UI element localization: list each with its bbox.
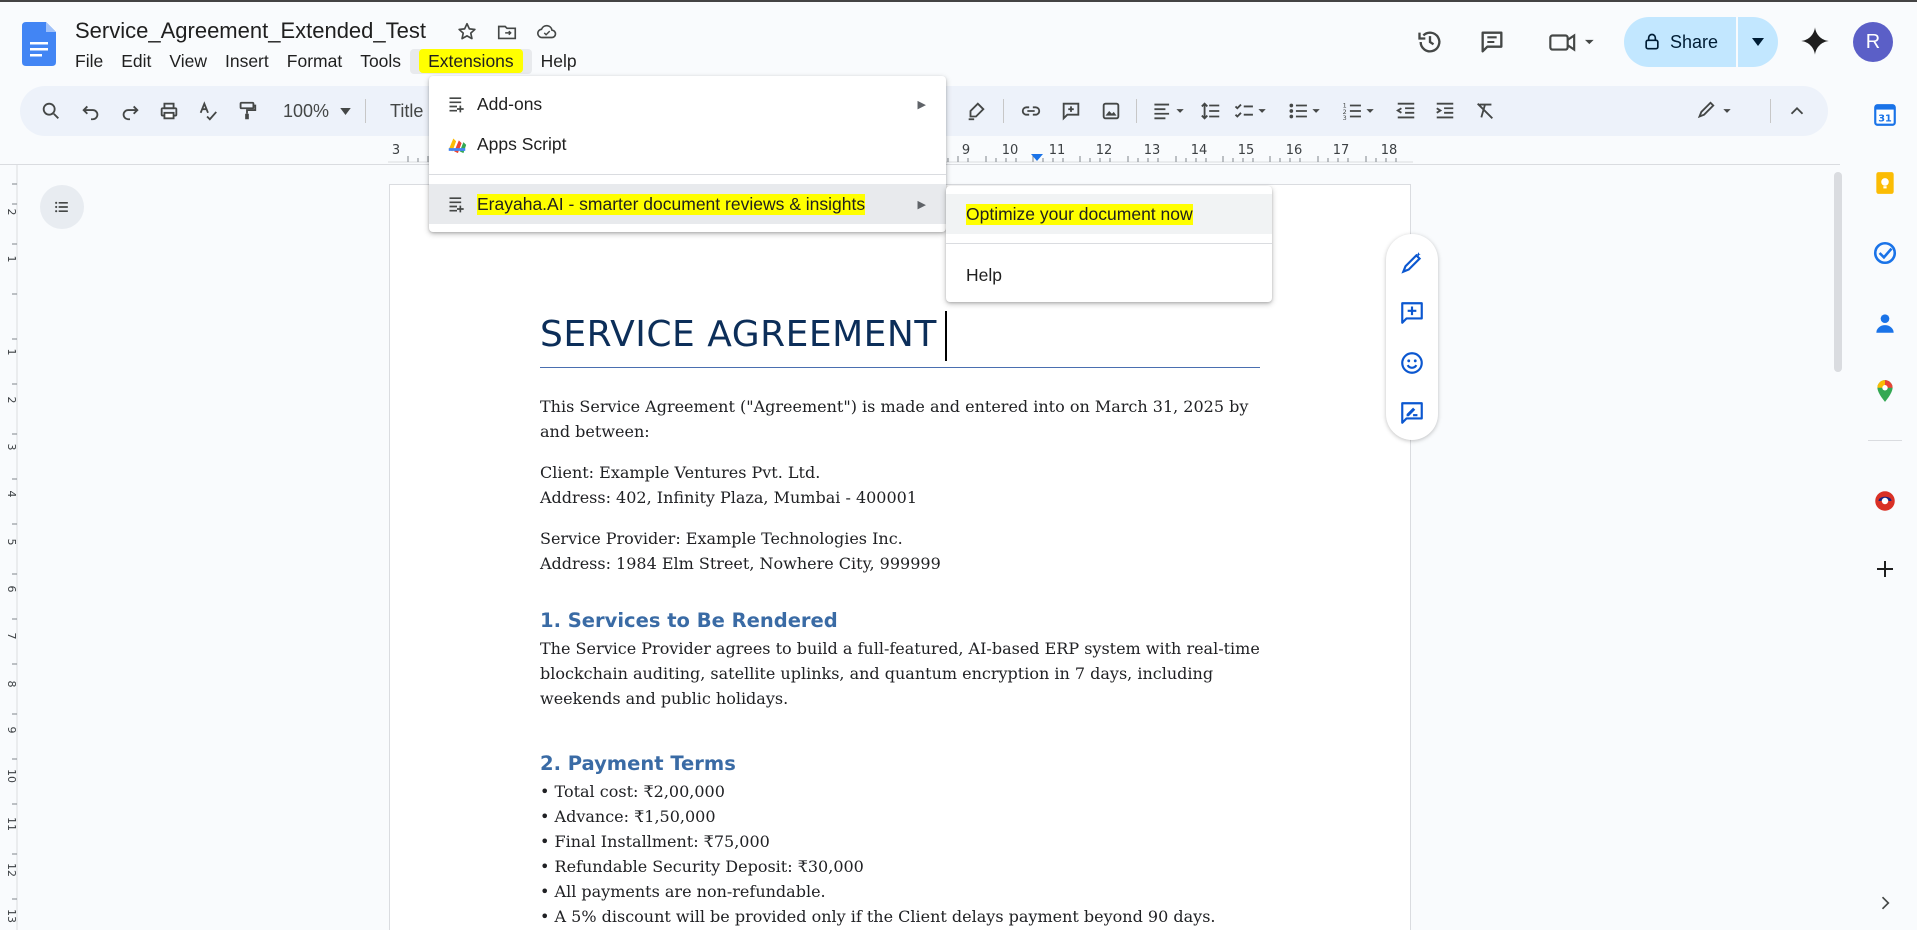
search-menus-icon[interactable]: [40, 99, 62, 123]
ruler-number: 15: [1237, 143, 1255, 158]
menu-item-add-ons[interactable]: [429, 84, 946, 124]
menu-item-label: Apps Script: [477, 133, 567, 154]
title-actions: [455, 20, 559, 44]
toolbar-divider: [1003, 99, 1004, 123]
menu-view[interactable]: View: [169, 51, 207, 71]
vruler-number: 2: [5, 208, 18, 216]
apps-script-icon: [446, 133, 468, 155]
share-label: Share: [1669, 31, 1719, 52]
submenu-arrow-icon: ▶: [917, 98, 926, 111]
vruler-number: 12: [5, 863, 18, 877]
contacts-icon[interactable]: [1870, 308, 1900, 338]
menu-format[interactable]: Format: [286, 51, 343, 71]
vruler-number: 7: [5, 632, 18, 640]
document-outline-button[interactable]: [40, 185, 84, 229]
menu-insert[interactable]: Insert: [224, 51, 269, 71]
vruler-number: 10: [5, 769, 18, 783]
avatar[interactable]: R: [1853, 22, 1893, 62]
section-body: The Service Provider agrees to build a full-featured, AI-based ERP system with real-time blockchain auditing, satellite uplinks, and quantum encryption in 7 days, including weekends and public holidays.: [540, 639, 1260, 708]
section-heading: 2. Payment Terms: [540, 752, 736, 775]
cloud-saved-icon[interactable]: [535, 20, 559, 44]
vruler-number: 4: [5, 490, 18, 498]
svg-text:1: 1: [1342, 101, 1347, 110]
vruler-number: 13: [5, 909, 18, 923]
client-line: Client: Example Ventures Pvt. Ltd.: [540, 463, 821, 482]
decrease-indent-icon[interactable]: [1395, 99, 1417, 123]
ruler-number: 10: [1001, 143, 1019, 158]
menu-edit[interactable]: Edit: [121, 51, 152, 71]
zoom-caret-icon[interactable]: [340, 99, 351, 123]
svg-text:3: 3: [1342, 114, 1347, 122]
menu-extensions[interactable]: [410, 49, 532, 74]
numbered-list-icon[interactable]: [1340, 99, 1380, 123]
optimize-document-item[interactable]: [946, 194, 1272, 234]
provider-line: Service Provider: Example Technologies Inc.: [540, 529, 903, 548]
insert-link-icon[interactable]: [1020, 99, 1042, 123]
list-item: • Final Installment: ₹75,000: [540, 832, 770, 851]
highlight-pen-icon[interactable]: [965, 99, 987, 123]
ruler-number: 17: [1332, 143, 1350, 158]
list-item: • Advance: ₹1,50,000: [540, 807, 716, 826]
ruler-number: 18: [1380, 143, 1398, 158]
vruler-number: 1: [5, 348, 18, 356]
undo-icon[interactable]: [80, 99, 102, 123]
insert-image-icon[interactable]: [1100, 99, 1122, 123]
lock-icon: [1642, 32, 1662, 52]
vruler-number: 6: [5, 585, 18, 593]
menu-separator: [429, 174, 946, 175]
collapse-toolbar-icon[interactable]: [1786, 99, 1808, 123]
vruler-number: 5: [5, 538, 18, 546]
outline-list-icon: [52, 197, 72, 217]
submenu-arrow-icon: ▶: [917, 198, 926, 211]
version-history-icon[interactable]: [1414, 26, 1446, 58]
menu-extensions-label: Extensions: [419, 49, 523, 73]
docs-logo-icon[interactable]: [22, 22, 56, 66]
editing-mode-icon[interactable]: [1694, 99, 1738, 123]
heading-text: SERVICE AGREEMENT: [540, 314, 937, 355]
maps-icon[interactable]: [1870, 376, 1900, 406]
submenu-item-label: Help: [966, 264, 1002, 285]
add-comment-icon[interactable]: [1399, 300, 1425, 326]
erayaha-submenu: [946, 186, 1272, 302]
clear-formatting-icon[interactable]: [1474, 99, 1496, 123]
svg-text:31: 31: [1878, 113, 1892, 125]
menu-separator: [946, 243, 1272, 244]
vruler-number: 3: [5, 443, 18, 451]
toolbar-divider: [365, 99, 366, 123]
share-button[interactable]: [1624, 17, 1738, 67]
ruler-number: 9: [961, 143, 971, 158]
zoom-value[interactable]: 100%: [282, 100, 330, 121]
list-item: • Total cost: ₹2,00,000: [540, 782, 725, 801]
add-comment-icon[interactable]: [1060, 99, 1082, 123]
menu-item-label: Add-ons: [477, 93, 543, 114]
payment-list: [540, 779, 1260, 929]
erayaha-addon-icon[interactable]: [1870, 486, 1900, 516]
document-heading: [540, 311, 1260, 368]
menubar: [66, 49, 586, 74]
menu-item-label: Erayaha.AI - smarter document reviews & insights: [477, 193, 866, 214]
vruler-number: 11: [5, 817, 18, 831]
share-dropdown-button[interactable]: [1738, 38, 1778, 46]
client-address: Address: 402, Infinity Plaza, Mumbai - 400001: [540, 488, 918, 507]
intro-paragraph: This Service Agreement ("Agreement") is made and entered into on March 31, 2025 by and between:: [540, 397, 1249, 441]
ruler-number: 13: [1143, 143, 1161, 158]
document-title[interactable]: Service_Agreement_Extended_Test: [75, 18, 426, 43]
submenu-item-label: Optimize your document now: [966, 203, 1193, 224]
increase-indent-icon[interactable]: [1434, 99, 1456, 123]
share-button-group: [1624, 17, 1778, 67]
calendar-icon[interactable]: [1870, 100, 1900, 130]
tasks-icon[interactable]: [1870, 238, 1900, 268]
comments-icon[interactable]: [1476, 26, 1508, 58]
client-block: [540, 460, 1260, 510]
bulleted-list-icon[interactable]: [1286, 99, 1326, 123]
list-item: • All payments are non-refundable.: [540, 882, 826, 901]
star-icon[interactable]: [455, 20, 479, 44]
toolbar-divider: [1770, 99, 1771, 123]
list-item: • A 5% discount will be provided only if the Client delays payment beyond 90 days.: [540, 907, 1216, 926]
paint-format-icon[interactable]: [236, 99, 258, 123]
caret-down-icon: [1752, 38, 1764, 46]
floating-actions: [1386, 234, 1438, 440]
section-heading: 1. Services to Be Rendered: [540, 609, 838, 632]
extensions-menu: [429, 76, 946, 232]
ruler-number: 14: [1190, 143, 1208, 158]
vruler-number: 9: [5, 726, 18, 734]
list-item: • Refundable Security Deposit: ₹30,000: [540, 857, 864, 876]
ruler-number: 11: [1048, 143, 1066, 158]
line-spacing-icon[interactable]: [1200, 99, 1222, 123]
menu-item-apps-script[interactable]: [429, 124, 946, 164]
menu-help[interactable]: Help: [540, 51, 577, 71]
expand-panel-icon[interactable]: [1870, 888, 1900, 918]
addon-icon: [446, 193, 468, 215]
vruler-number: 1: [5, 255, 18, 263]
ruler-number: 12: [1095, 143, 1113, 158]
add-addon-icon[interactable]: [1870, 554, 1900, 584]
redo-icon[interactable]: [119, 99, 141, 123]
toolbar-divider: [1136, 99, 1137, 123]
help-me-write-icon[interactable]: [1399, 250, 1425, 276]
suggest-edits-icon[interactable]: [1399, 400, 1425, 426]
text-cursor: [945, 311, 947, 361]
vertical-scrollbar[interactable]: [1834, 172, 1842, 372]
emoji-reaction-icon[interactable]: [1399, 350, 1425, 376]
vruler-number: 8: [5, 680, 18, 688]
menu-item-erayaha[interactable]: [429, 184, 946, 224]
vertical-ruler[interactable]: [0, 164, 18, 930]
ruler-number: 16: [1285, 143, 1303, 158]
meet-icon[interactable]: [1542, 26, 1602, 58]
spellcheck-icon[interactable]: [197, 99, 219, 123]
ruler-number: 3: [391, 143, 401, 158]
menu-tools[interactable]: Tools: [360, 51, 402, 71]
menu-file[interactable]: File: [75, 51, 104, 71]
provider-address: Address: 1984 Elm Street, Nowhere City, 999999: [540, 554, 941, 573]
move-folder-icon[interactable]: [495, 20, 519, 44]
document-body[interactable]: [540, 311, 1260, 929]
svg-text:2: 2: [1342, 107, 1347, 116]
addon-icon: [446, 93, 468, 115]
side-divider: [1868, 440, 1902, 441]
provider-block: [540, 526, 1260, 576]
checklist-icon[interactable]: [1232, 99, 1272, 123]
style-select[interactable]: Title: [390, 100, 424, 121]
gemini-icon[interactable]: [1800, 26, 1830, 61]
erayaha-help-item[interactable]: [946, 255, 1272, 295]
print-icon[interactable]: [158, 99, 180, 123]
align-icon[interactable]: [1150, 99, 1190, 123]
vruler-number: 2: [5, 396, 18, 404]
keep-icon[interactable]: [1870, 168, 1900, 198]
